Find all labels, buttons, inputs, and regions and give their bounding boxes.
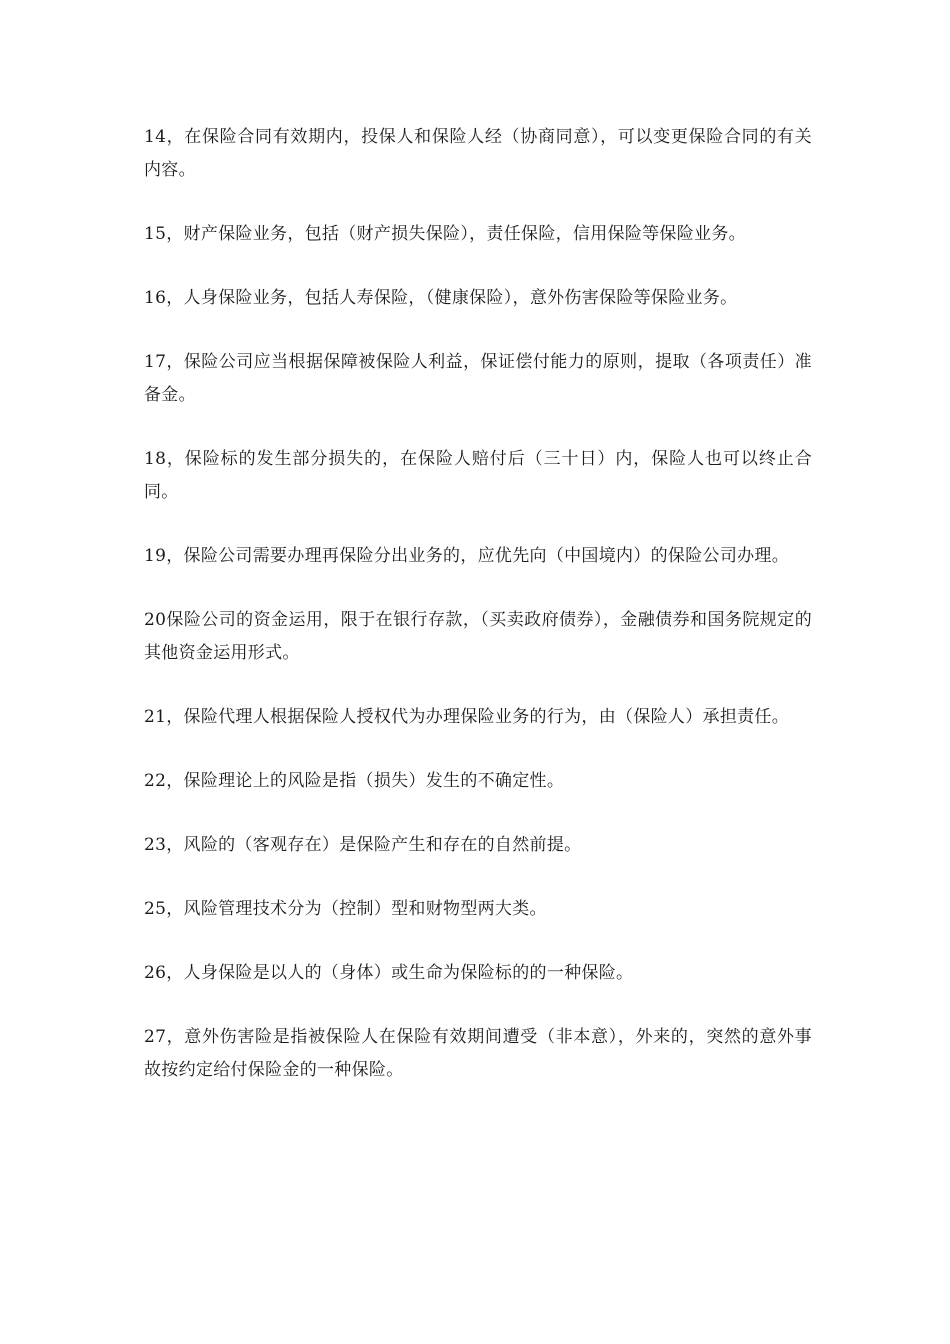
paragraph-15: 15，财产保险业务，包括（财产损失保险），责任保险，信用保险等保险业务。 (144, 224, 746, 244)
paragraph-18: 18，保险标的发生部分损失的，在保险人赔付后（三十日）内，保险人也可以终止合同。 (144, 449, 812, 502)
paragraph-21: 21，保险代理人根据保险人授权代为办理保险业务的行为，由（保险人）承担责任。 (144, 707, 790, 727)
paragraph-20: 20保险公司的资金运用，限于在银行存款，（买卖政府债券），金融债券和国务院规定的其他资金运用形式。 (144, 610, 812, 663)
paragraph-17: 17，保险公司应当根据保障被保险人利益，保证偿付能力的原则，提取（各项责任）准备金。 (144, 352, 812, 405)
paragraph-23: 23，风险的（客观存在）是保险产生和存在的自然前提。 (144, 835, 582, 855)
paragraph-25: 25，风险管理技术分为（控制）型和财物型两大类。 (144, 899, 547, 919)
paragraph-27: 27，意外伤害险是指被保险人在保险有效期间遭受（非本意），外来的，突然的意外事故按约定给付保险金的一种保险。 (144, 1027, 812, 1080)
paragraph-16: 16，人身保险业务，包括人寿保险，（健康保险），意外伤害保险等保险业务。 (144, 288, 738, 308)
document-body (144, 121, 812, 1118)
paragraph-26: 26，人身保险是以人的（身体）或生命为保险标的的一种保险。 (144, 963, 634, 983)
paragraph-19: 19，保险公司需要办理再保险分出业务的，应优先向（中国境内）的保险公司办理。 (144, 546, 790, 566)
paragraph-22: 22，保险理论上的风险是指（损失）发生的不确定性。 (144, 771, 565, 791)
paragraph-14: 14，在保险合同有效期内，投保人和保险人经（协商同意），可以变更保险合同的有关内容。 (144, 127, 812, 180)
